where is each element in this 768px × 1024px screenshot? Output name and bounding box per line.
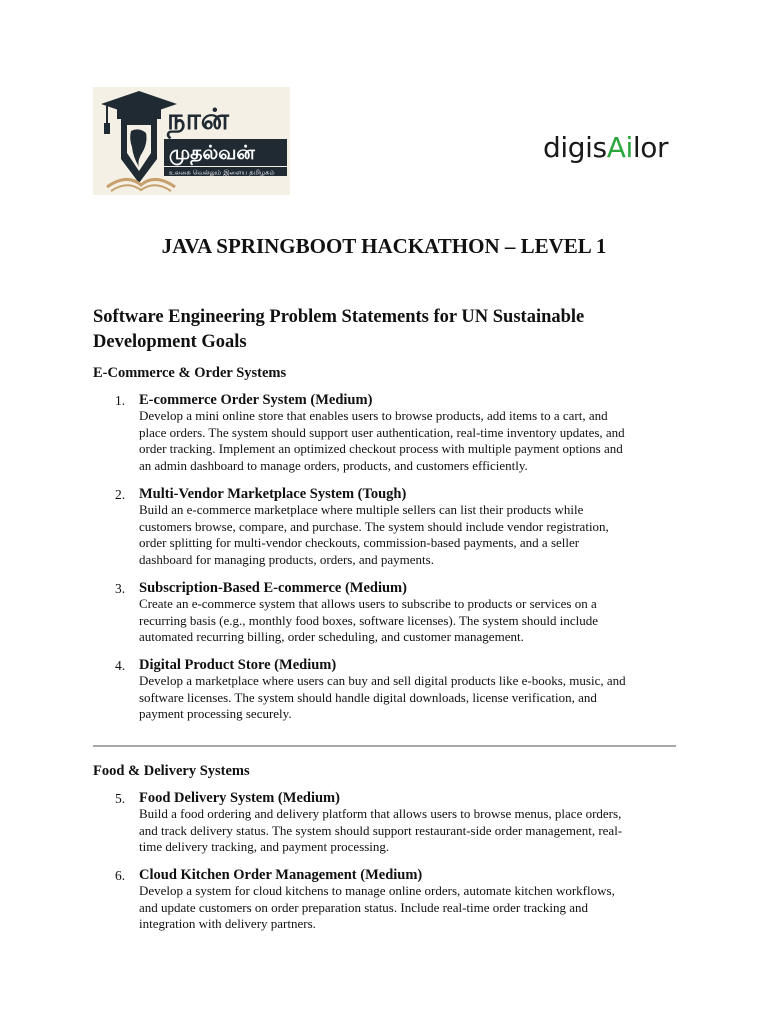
item-title: Cloud Kitchen Order Management (Medium): [139, 867, 423, 883]
item-description: [139, 883, 671, 933]
wordmark-line1: நான்: [167, 102, 229, 136]
desc-line: order splitting for multi-vendor checkouts, commission-based payments, and a seller: [139, 535, 580, 550]
document-title: JAVA SPRINGBOOT HACKATHON – LEVEL 1: [161, 234, 607, 258]
digisailor-logo: [543, 130, 668, 166]
desc-line: payment processing securely.: [139, 706, 292, 721]
section-divider: [93, 745, 676, 747]
logo-suffix: lor: [632, 131, 669, 164]
desc-line: an admin dashboard to manage orders, products, and customers efficiently.: [139, 457, 528, 473]
section-heading: [93, 305, 693, 355]
desc-line: customers browse, compare, and purchase. The system should include vendor registration,: [139, 518, 609, 534]
section-heading-line2: Development Goals: [93, 332, 247, 352]
desc-line: and track delivery status. The system should support restaurant-side order management, real-: [139, 822, 623, 838]
logo-highlight: Ai: [606, 131, 633, 164]
desc-line: Develop a marketplace where users can buy and sell digital products like e-books, music, and: [139, 673, 626, 688]
item-title: Multi-Vendor Marketplace System (Tough): [139, 486, 407, 502]
desc-line: time delivery tracking, and payment processing.: [139, 839, 390, 854]
desc-line: Develop a system for cloud kitchens to manage online orders, automate kitchen workflows,: [139, 883, 615, 898]
section-heading-line1: Software Engineering Problem Statements for UN Sustainable: [93, 307, 585, 327]
desc-line: Create an e-commerce system that allows users to subscribe to products or services on a: [139, 596, 597, 611]
item-title: Food Delivery System (Medium): [139, 790, 340, 806]
item-description: [139, 806, 671, 856]
item-title: Subscription-Based E-commerce (Medium): [139, 580, 407, 596]
wordmark-line2: முதல்வன்: [169, 142, 255, 164]
desc-line: order tracking. Implement an optimized checkout process with multiple payment options and: [139, 441, 623, 456]
tagline: உலகை வெல்லும் இளைய தமிழகம்: [169, 168, 275, 177]
item-number: 4.: [115, 658, 126, 673]
desc-line: Build a food ordering and delivery platform that allows users to browse menus, place orders,: [139, 806, 622, 821]
item-title: E-commerce Order System (Medium): [139, 392, 373, 408]
naan-mudhalvan-logo: [93, 87, 290, 195]
item-description: [139, 596, 671, 646]
desc-line: recurring basis (e.g., monthly food boxes, software licenses). The system should include: [139, 612, 598, 628]
logo-prefix: digis: [543, 131, 607, 164]
desc-line: Develop a mini online store that enables users to browse products, add items to a cart, and: [139, 408, 608, 423]
graduation-cap-pencil-icon: [93, 87, 290, 195]
desc-line: and update customers on order preparation status. Include real-time order tracking and: [139, 899, 589, 915]
desc-line: integration with delivery partners.: [139, 916, 316, 931]
category-heading: E-Commerce & Order Systems: [93, 365, 287, 381]
item-number: 2.: [115, 487, 126, 502]
desc-line: automated recurring billing, order scheduling, and customer management.: [139, 629, 524, 644]
desc-line: dashboard for managing products, orders, and payments.: [139, 551, 434, 567]
desc-line: place orders. The system should support user authentication, real-time inventory updates, and: [139, 424, 625, 440]
category-heading: Food & Delivery Systems: [93, 763, 250, 779]
item-title: Digital Product Store (Medium): [139, 657, 337, 673]
item-number: 3.: [115, 581, 126, 596]
item-number: 6.: [115, 868, 126, 883]
item-number: 5.: [115, 791, 126, 806]
desc-line: software licenses. The system should handle digital downloads, license verification, and: [139, 689, 597, 705]
item-number: 1.: [115, 393, 126, 408]
desc-line: Build an e-commerce marketplace where multiple sellers can list their products while: [139, 502, 584, 517]
item-description: [139, 673, 671, 723]
item-description: [139, 502, 671, 568]
item-description: [139, 408, 671, 474]
